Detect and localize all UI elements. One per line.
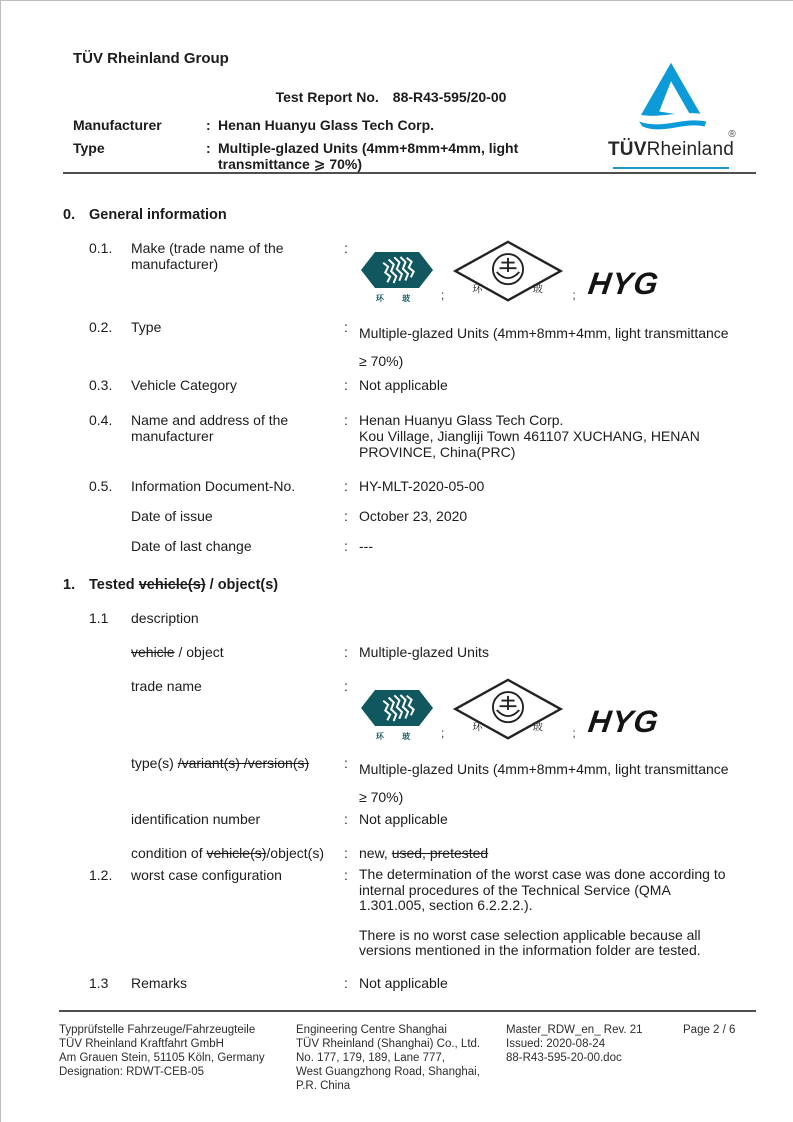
row-worst-case [89,867,756,959]
report-number-value: 88-R43-595/20-00 [392,89,507,105]
row-trade-name-label: trade name [131,678,202,694]
brand-hexagon-logo [359,688,435,745]
row-condition-value-struck: used, pretested [391,845,489,861]
section-1-title [89,576,278,594]
registered-trademark-icon: ® [728,129,736,140]
row-info-document-value: HY-MLT-2020-05-00 [359,478,485,494]
row-vehicle-object-label-struck: vehicle [131,644,175,660]
tuv-rheinland-logo [601,61,741,169]
row-manufacturer-address-label: Name and address of the manufacturer [131,412,289,444]
row-types-variants [89,755,756,811]
row-date-of-last-change [89,538,756,554]
tuv-wordmark-tuv: TÜV [608,139,647,160]
footer-line: Engineering Centre Shanghai [296,1024,447,1036]
row-vehicle-category-label: Vehicle Category [131,377,237,393]
row-date-of-issue-label: Date of issue [131,508,213,524]
footer-line: Issued: 2020-08-24 [506,1038,606,1050]
row-worst-case-colon: : [344,867,348,883]
manufacturer-label: Manufacturer [73,117,162,133]
footer-page-number: Page 2 / 6 [683,1024,736,1036]
row-vehicle-object-value: Multiple-glazed Units [359,644,489,660]
row-info-document [89,478,756,494]
row-vehicle-object-colon: : [344,644,348,660]
brand-hexagon-logo [359,250,435,307]
row-type [89,319,756,375]
brand-hyg-wordmark: HYG [585,704,661,739]
header-divider [63,172,756,174]
logo-separator: ; [441,726,445,740]
row-info-document-num: 0.5. [89,478,113,494]
row-info-document-label: Information Document-No. [131,478,296,494]
footer-document-info [506,1023,681,1065]
row-manufacturer-address [89,412,756,460]
logo-separator: ; [572,288,576,302]
footer-line: P.R. China [296,1080,351,1092]
diamond-glass-icon [450,240,566,304]
row-type-colon: : [344,319,348,335]
section-1-number: 1. [63,577,76,593]
row-description-num: 1.1 [89,610,109,626]
row-manufacturer-address-colon: : [344,412,348,428]
section-0-heading [63,206,756,224]
row-info-document-colon: : [344,478,348,494]
section-0-number: 0. [63,207,76,223]
row-types-variants-value: Multiple-glazed Units (4mm+8mm+4mm, light transmittance ≥ 70%) [359,761,729,805]
type-row [73,140,548,173]
footer-line: TÜV Rheinland (Shanghai) Co., Ltd. [296,1038,481,1050]
row-date-of-last-change-label: Date of last change [131,538,252,554]
row-worst-case-label: worst case configuration [131,867,282,883]
row-condition-value-pre: new, [359,845,392,861]
section-1-heading [63,576,756,594]
brand-hyg-wordmark: HYG [585,266,661,301]
row-description [89,610,756,626]
row-date-of-last-change-colon: : [344,538,348,554]
row-type-num: 0.2. [89,319,113,335]
footer-line: TÜV Rheinland Kraftfahrt GmbH [59,1038,224,1050]
row-types-variants-label-pre: type(s) [131,755,178,771]
row-identification-number-label: identification number [131,811,261,827]
row-date-of-issue [89,508,756,524]
row-condition-label-pre: condition of [131,845,207,861]
row-make [89,240,756,307]
diamond-char-right: 玻 [532,722,544,734]
row-make-value [359,240,739,307]
logo-separator: ; [572,726,576,740]
row-remarks-label: Remarks [131,974,188,991]
type-value: Multiple-glazed Units (4mm+8mm+4mm, light transmittance ⩾ 70%) [218,140,519,172]
section-1-title-post: / object(s) [205,577,279,593]
worst-case-paragraph-2: There is no worst case selection applicable because all versions mentioned in the information folder are tested. [359,926,701,958]
row-type-value: Multiple-glazed Units (4mm+8mm+4mm, light transmittance ≥ 70%) [359,325,729,369]
row-description-label: description [131,610,199,626]
row-trade-name-colon: : [344,678,348,694]
footer-line: Am Grauen Stein, 51105 Köln, Germany [59,1052,265,1064]
manufacturer-row [73,117,548,133]
row-vehicle-category [89,377,756,393]
footer-line: 88-R43-595-20-00.doc [506,1052,622,1064]
row-condition-label-post: /object(s) [266,845,324,861]
row-condition-colon: : [344,845,348,861]
tuv-wordmark [608,129,736,161]
address-line-2: Kou Village, Jiangliji Town 461107 XUCHANG, HENAN PROVINCE, China(PRC) [359,428,700,460]
footer-line: Master_RDW_en_ Rev. 21 [506,1024,643,1036]
row-vehicle-category-num: 0.3. [89,377,113,393]
type-label: Type [73,140,105,156]
logo-separator: ; [441,288,445,302]
row-condition-label-struck: vehicle(s) [206,845,267,861]
row-worst-case-value [359,867,739,959]
manufacturer-colon: : [206,117,211,133]
diamond-char-left: 环 [472,284,483,296]
brand-logo-strip [359,240,739,307]
row-identification-number-colon: : [344,811,348,827]
row-vehicle-category-colon: : [344,377,348,393]
footer-line: No. 177, 179, 189, Lane 777, [296,1052,445,1064]
row-date-of-last-change-value: --- [359,538,373,554]
row-type-label: Type [131,319,162,335]
row-condition [89,845,756,861]
row-vehicle-object [89,644,756,660]
footer-line: Typprüfstelle Fahrzeuge/Fahrzeugteile [59,1024,256,1036]
row-vehicle-object-label [131,644,344,660]
tuv-logo-underline [613,167,729,169]
row-types-variants-label [131,755,344,811]
address-line-1: Henan Huanyu Glass Tech Corp. [359,412,564,428]
brand-diamond-logo [450,240,566,307]
row-types-variants-colon: : [344,755,348,771]
section-1-title-struck: vehicle(s) [138,577,206,593]
row-identification-number [89,811,756,827]
row-types-variants-label-struck: /variant(s) /version(s) [177,755,310,771]
hexagon-glass-icon [359,250,435,290]
row-date-of-issue-colon: : [344,508,348,524]
brand-diamond-logo [450,678,566,745]
row-make-num: 0.1. [89,240,113,256]
row-date-of-issue-value: October 23, 2020 [359,508,468,524]
group-title: TÜV Rheinland Group [73,50,229,67]
footer-divider [59,1010,756,1012]
diamond-char-left: 环 [472,722,483,734]
section-0-title: General information [89,207,227,223]
diamond-char-right: 玻 [532,284,544,296]
row-manufacturer-address-value [359,412,739,460]
hexagon-logo-caption: 环 玻 [375,732,419,741]
row-trade-name-value [359,678,739,745]
type-colon: : [206,140,211,156]
row-remarks-value: Not applicable [359,974,448,991]
row-condition-label [131,845,344,861]
row-make-colon: : [344,240,348,256]
row-vehicle-category-value: Not applicable [359,377,448,393]
row-trade-name [89,678,756,745]
tuv-triangle-icon [629,61,713,135]
row-remarks-colon: : [344,974,348,991]
row-identification-number-value: Not applicable [359,811,448,827]
hexagon-logo-caption: 环 玻 [375,294,419,303]
row-remarks-num: 1.3 [89,974,109,991]
row-remarks [89,975,756,991]
section-1-title-pre: Tested [89,577,139,593]
row-worst-case-num: 1.2. [89,867,113,883]
row-manufacturer-address-num: 0.4. [89,412,113,428]
row-vehicle-object-label-post: / object [174,644,224,660]
document-body [63,206,756,991]
worst-case-paragraph-1: The determination of the worst case was done according to internal procedures of the Technical Service (QMA 1.301.005, section 6.2.2.2.). [359,866,726,913]
footer-engineering-centre [296,1023,501,1093]
report-number-label: Test Report No. [275,89,379,105]
row-condition-value [359,845,739,861]
diamond-glass-icon [450,678,566,742]
footer-test-house [59,1023,294,1079]
tuv-wordmark-rheinland: Rheinland [646,139,734,160]
footer-line: West Guangzhong Road, Shanghai, [296,1066,480,1078]
manufacturer-value: Henan Huanyu Glass Tech Corp. [218,117,435,133]
footer-line: Designation: RDWT-CEB-05 [59,1066,205,1078]
row-make-label: Make (trade name of the manufacturer) [131,240,284,272]
brand-logo-strip [359,678,739,745]
hexagon-glass-icon [359,688,435,728]
